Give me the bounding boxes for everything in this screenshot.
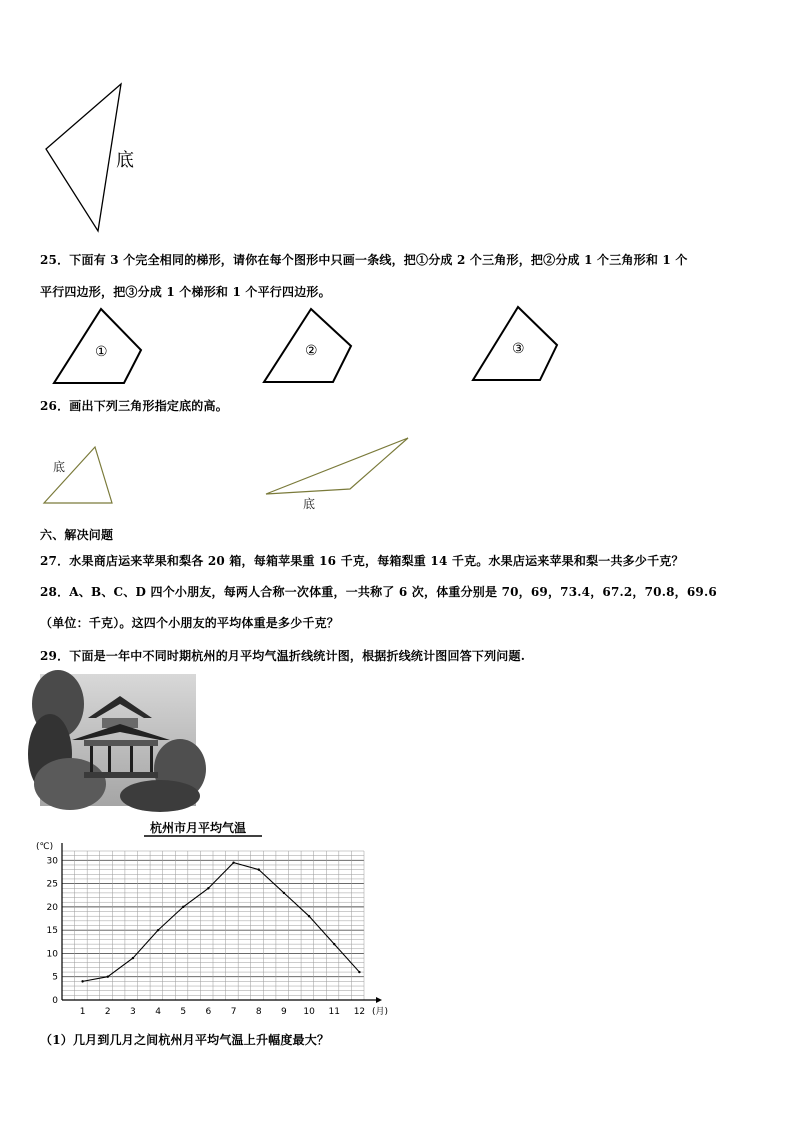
trapezoid-2-label: ② [305, 343, 318, 359]
q29-sub1: （1）几月到几月之间杭州月平均气温上升幅度最大？ [40, 1033, 330, 1047]
data-point [182, 906, 184, 908]
x-tick-label: 10 [303, 1007, 315, 1017]
x-tick-label: 6 [205, 1007, 212, 1017]
y-tick-label: 20 [46, 902, 58, 913]
x-axis-label: (月) [372, 1007, 389, 1017]
y-tick-label: 15 [46, 926, 58, 937]
y-tick-label: 25 [46, 879, 58, 890]
y-tick-label: 5 [52, 972, 58, 983]
x-axis-arrow [376, 997, 382, 1003]
trapezoid-3-label: ③ [512, 341, 525, 357]
x-tick-label: 1 [79, 1007, 86, 1017]
chart-title: 杭州市月平均气温 [150, 821, 247, 835]
x-tick-label: 2 [104, 1007, 111, 1017]
data-point [308, 915, 310, 917]
x-tick-label: 4 [155, 1007, 161, 1017]
top-triangle-base-label: 底 [116, 150, 134, 171]
data-point [333, 943, 335, 945]
y-tick-label: 10 [46, 949, 58, 960]
temperature-series-line [83, 863, 360, 982]
q29-text: 29．下面是一年中不同时期杭州的月平均气温折线统计图，根据折线统计图回答下列问题. [40, 649, 526, 663]
data-point [232, 861, 234, 863]
data-point [283, 892, 285, 894]
x-tick-label: 11 [328, 1007, 340, 1017]
data-point [207, 887, 209, 889]
q26-text: 26．画出下列三角形指定底的高。 [40, 399, 228, 413]
x-tick-label: 7 [230, 1007, 237, 1017]
q25-line2: 平行四边形，把③分成 1 个梯形和 1 个平行四边形。 [40, 285, 331, 299]
y-tick-label: 30 [46, 856, 58, 867]
data-point [258, 868, 260, 870]
q26-left-base-label: 底 [53, 460, 66, 474]
trapezoid-1-label: ① [95, 344, 108, 360]
x-tick-label: 3 [130, 1007, 136, 1017]
x-tick-label: 8 [255, 1007, 262, 1017]
x-tick-label: 5 [180, 1007, 187, 1017]
q27-text: 27．水果商店运来苹果和梨各 20 箱，每箱苹果重 16 千克，每箱梨重 14 千克。水果店运来苹果和梨一共多少千克？ [40, 554, 684, 568]
q25-line1: 25．下面有 3 个完全相同的梯形，请你在每个图形中只画一条线，把①分成 2 个三角形，把②分成 1 个三角形和 1 个 [40, 253, 688, 267]
data-point [107, 976, 109, 978]
y-axis-label: (℃) [36, 842, 54, 852]
q28-line1: 28．A、B、C、D 四个小朋友，每两人合称一次体重，一共称了 6 次，体重分别是 70，69，73.4，67.2，70.8，69.6 [40, 585, 717, 599]
x-tick-label: 12 [353, 1007, 366, 1017]
data-point [132, 957, 134, 959]
data-point [157, 929, 159, 931]
data-point [81, 980, 83, 982]
q28-line2: （单位：千克）。这四个小朋友的平均体重是多少千克？ [40, 616, 340, 630]
section-6-title: 六、解决问题 [40, 528, 114, 542]
y-tick-label: 0 [52, 996, 58, 1006]
data-point [358, 971, 360, 973]
q26-right-base-label: 底 [303, 497, 316, 511]
x-tick-label: 9 [281, 1007, 287, 1017]
